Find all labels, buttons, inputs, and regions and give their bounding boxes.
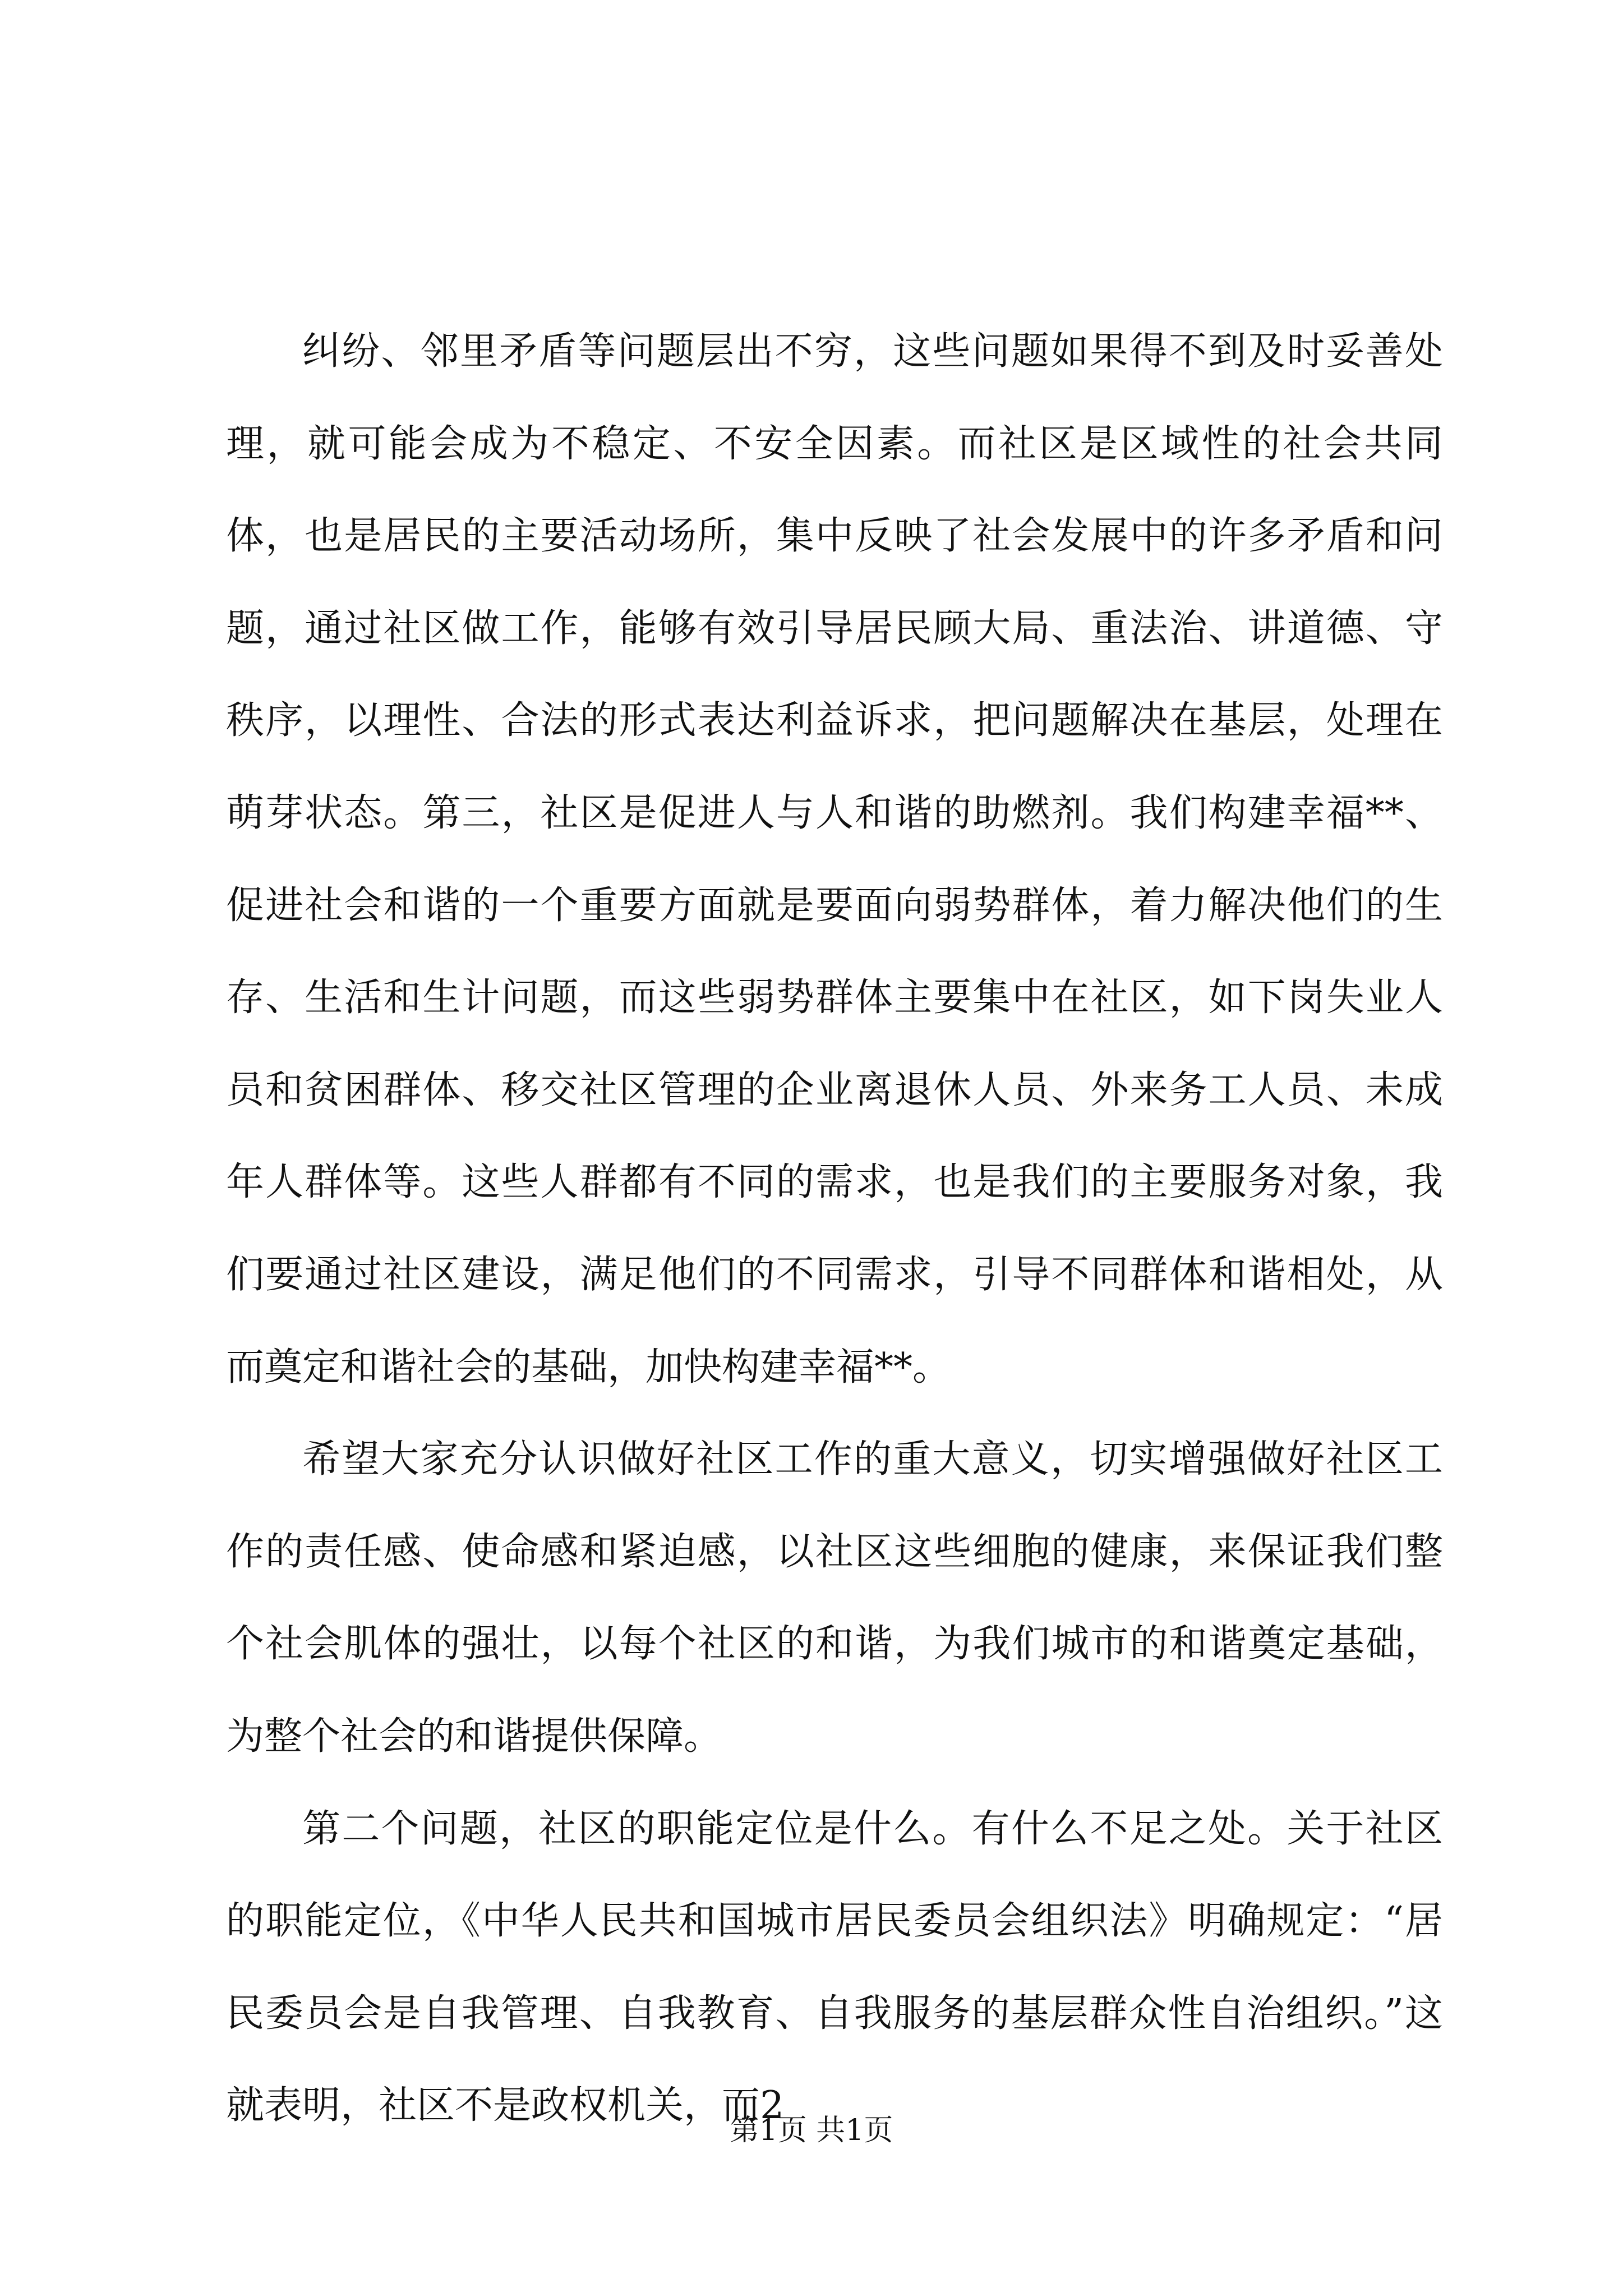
page-footer: 第1页 共1页 (730, 2114, 893, 2147)
document-body (226, 306, 1443, 2152)
paragraph-1: 纠纷、邻里矛盾等问题层出不穷，这些问题如果得不到及时妥善处理，就可能会成为不稳定、不安全因素。而社区是区域性的社会共同体，也是居民的主要活动场所，集中反映了社会发展中的许多矛盾和问题，通过社区做工作，能够有效引导居民顾大局、重法治、讲道德、守秩序，以理性、合法的形式表达利益诉求，把问题解决在基层，处理在萌芽状态。第三，社区是促进人与人和谐的助燃剂。我们构建幸福**、促进社会和谐的一个重要方面就是要面向弱势群体，着力解决他们的生存、生活和生计问题，而这些弱势群体主要集中在社区，如下岗失业人员和贫困群体、移交社区管理的企业离退休人员、外来务工人员、未成年人群体等。这些人群都有不同的需求，也是我们的主要服务对象，我们要通过社区建设，满足他们的不同需求，引导不同群体和谐相处，从而奠定和谐社会的基础，加快构建幸福**。 (226, 329, 1443, 1389)
paragraph-2: 希望大家充分认识做好社区工作的重大意义，切实增强做好社区工作的责任感、使命感和紧迫感，以社区这些细胞的健康，来保证我们整个社会肌体的强壮，以每个社区的和谐，为我们城市的和谐奠定基础，为整个社会的和谐提供保障。 (226, 1437, 1443, 1759)
paragraph-3: 第二个问题，社区的职能定位是什么。有什么不足之处。关于社区的职能定位，《中华人民共和国城市居民委员会组织法》明确规定：“居民委员会是自我管理、自我教育、自我服务的基层群众性自治组织。”这就表明，社区不是政权机关，而2 (226, 1806, 1443, 2128)
